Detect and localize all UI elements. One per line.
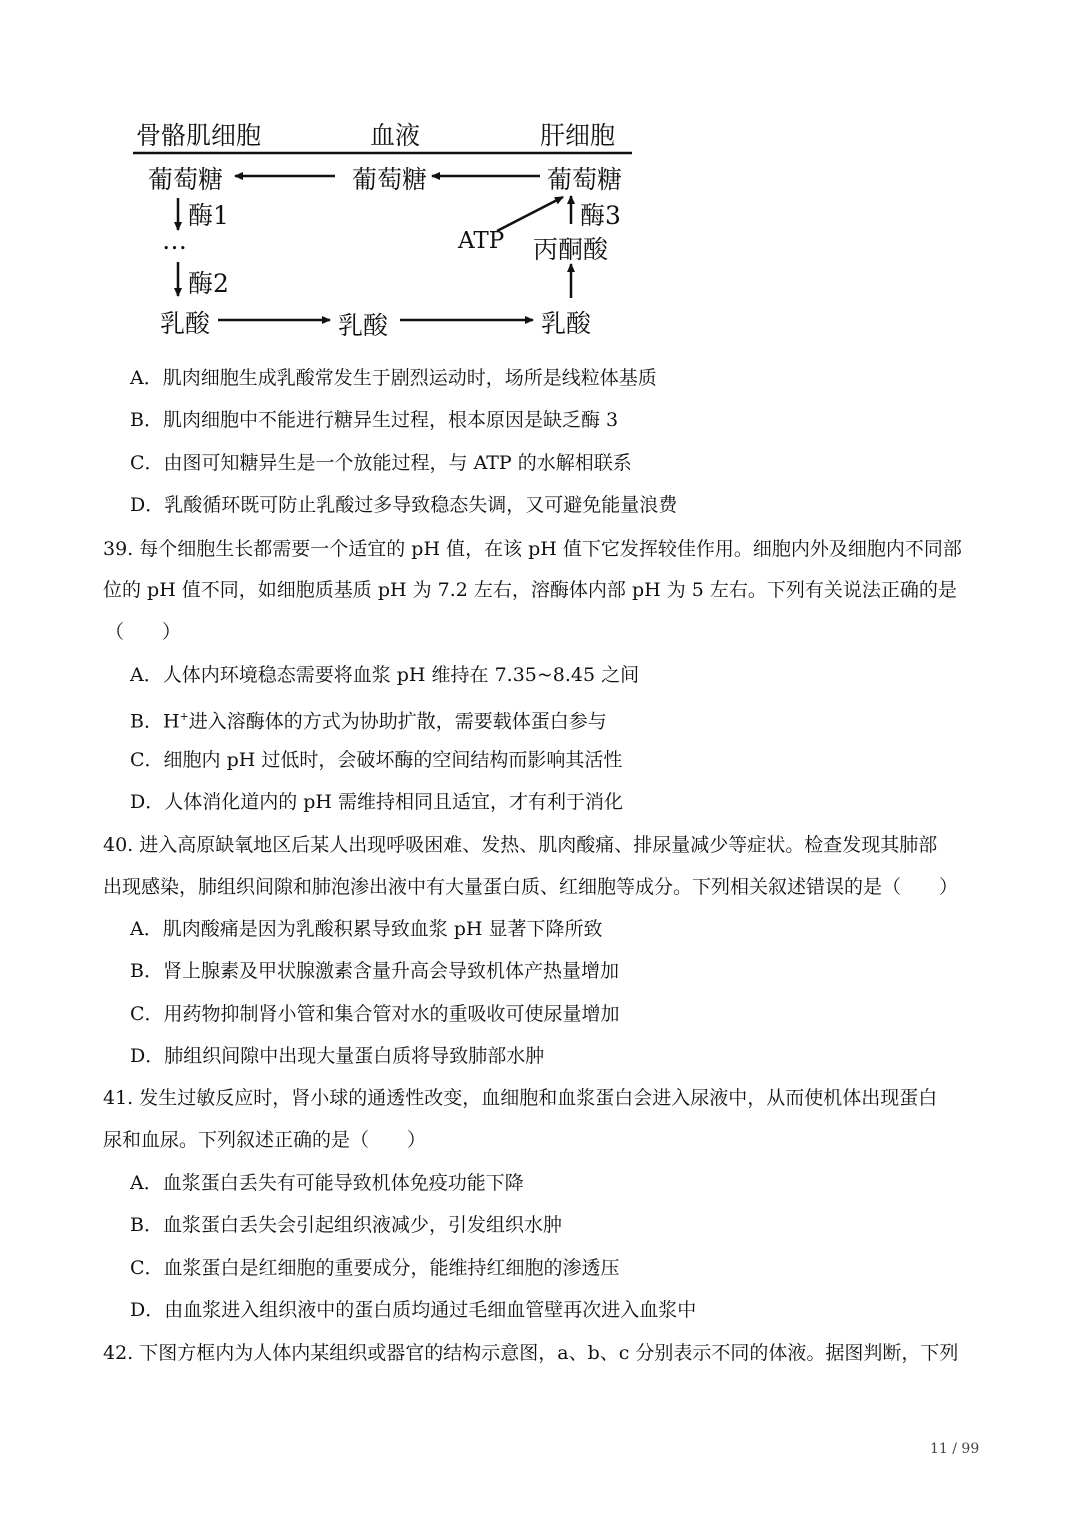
q39-option-b-rest: 进入溶酶体的方式为协助扩散，需要载体蛋白参与 [188, 710, 607, 733]
muscle-lactate: 乳酸 [160, 309, 211, 338]
arrow-atp-diagonal [497, 197, 563, 231]
q41-option-b: B．血浆蛋白丢失会引起组织液减少，引发组织水肿 [130, 1214, 562, 1236]
dots-ellipsis: … [162, 226, 188, 255]
q41-option-a: A．血浆蛋白丢失有可能导致机体免疫功能下降 [130, 1172, 524, 1194]
q39-option-a: A．人体内环境稳态需要将血浆 pH 维持在 7.35~8.45 之间 [130, 664, 640, 686]
q39-option-b [130, 705, 607, 733]
pyruvate-label: 丙酮酸 [533, 235, 609, 264]
q41-stem-line1: 41. 发生过敏反应时，肾小球的通透性改变，血细胞和血浆蛋白会进入尿液中，从而使机体出现蛋白 [103, 1087, 938, 1109]
q40-option-a: A．肌肉酸痛是因为乳酸积累导致血浆 pH 显著下降所致 [130, 918, 603, 940]
muscle-glucose: 葡萄糖 [148, 165, 224, 194]
q38-option-d: D．乳酸循环既可防止乳酸过多导致稳态失调，又可避免能量浪费 [130, 494, 678, 516]
liver-glucose: 葡萄糖 [547, 165, 623, 194]
blood-glucose: 葡萄糖 [352, 165, 428, 194]
q39-option-c: C．细胞内 pH 过低时，会破坏酶的空间结构而影响其活性 [130, 749, 623, 771]
enzyme3-label: 酶3 [580, 201, 621, 230]
q39-answer-bracket: （ ） [105, 621, 182, 643]
header-liver-cell: 肝细胞 [540, 121, 616, 150]
q40-option-d: D．肺组织间隙中出现大量蛋白质将导致肺部水肿 [130, 1045, 545, 1067]
q41-option-d: D．由血浆进入组织液中的蛋白质均通过毛细血管壁再次进入血浆中 [130, 1299, 697, 1321]
blood-lactate: 乳酸 [338, 311, 389, 340]
atp-label: ATP [458, 228, 505, 254]
q39-option-b-prefix: B．H [130, 710, 180, 733]
enzyme1-label: 酶1 [188, 201, 229, 230]
q39-option-b-superscript: + [179, 710, 189, 723]
header-blood: 血液 [370, 121, 421, 150]
q38-option-b: B．肌肉细胞中不能进行糖异生过程，根本原因是缺乏酶 3 [130, 409, 619, 431]
q40-stem-line1: 40. 进入高原缺氧地区后某人出现呼吸困难、发热、肌肉酸痛、排尿量减少等症状。检查发现其肺部 [103, 834, 938, 856]
q38-option-c: C．由图可知糖异生是一个放能过程，与 ATP 的水解相联系 [130, 452, 632, 474]
page-number: 11 / 99 [930, 1441, 980, 1457]
q39-option-d: D．人体消化道内的 pH 需维持相同且适宜，才有利于消化 [130, 791, 624, 813]
q39-stem-line2: 位的 pH 值不同，如细胞质基质 pH 为 7.2 左右，溶酶体内部 pH 为 5 左右。下列有关说法正确的是 [103, 579, 957, 601]
q40-option-c: C．用药物抑制肾小管和集合管对水的重吸收可使尿量增加 [130, 1003, 620, 1025]
liver-lactate: 乳酸 [541, 309, 592, 338]
q40-option-b: B．肾上腺素及甲状腺激素含量升高会导致机体产热量增加 [130, 960, 619, 982]
q40-stem-line2: 出现感染，肺组织间隙和肺泡渗出液中有大量蛋白质、红细胞等成分。下列相关叙述错误的是（ ） [103, 876, 959, 898]
q42-stem-line1: 42. 下图方框内为人体内某组织或器官的结构示意图，a、b、c 分别表示不同的体液。据图判断，下列 [103, 1342, 959, 1364]
q39-stem-line1: 39. 每个细胞生长都需要一个适宜的 pH 值，在该 pH 值下它发挥较佳作用。细胞内外及细胞内不同部 [103, 538, 962, 560]
enzyme2-label: 酶2 [188, 269, 229, 298]
q38-option-a: A．肌肉细胞生成乳酸常发生于剧烈运动时，场所是线粒体基质 [130, 367, 657, 389]
q41-option-c: C．血浆蛋白是红细胞的重要成分，能维持红细胞的渗透压 [130, 1257, 620, 1279]
header-muscle-cell: 骨骼肌细胞 [136, 121, 262, 150]
q41-stem-line2: 尿和血尿。下列叙述正确的是（ ） [103, 1129, 427, 1151]
